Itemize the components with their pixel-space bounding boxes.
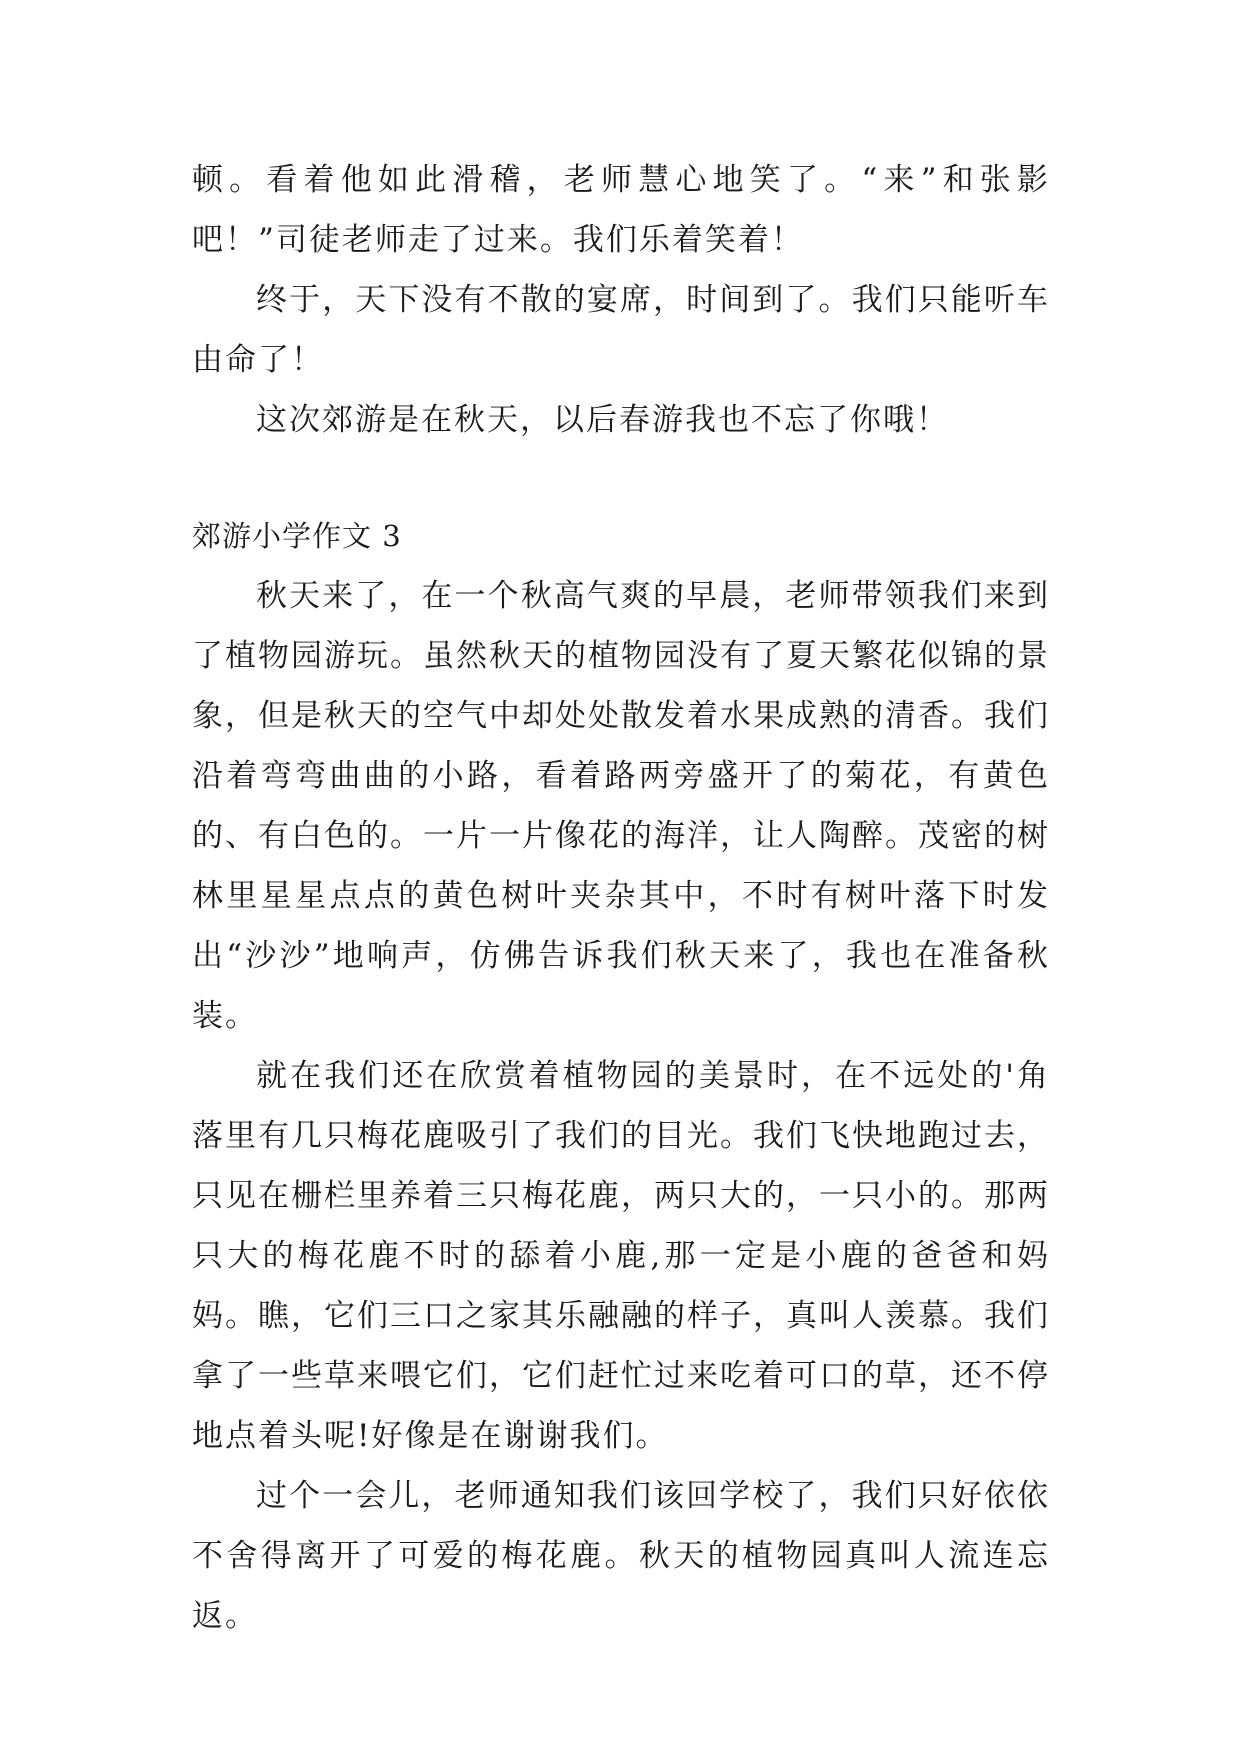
paragraph-sika-deer: 就在我们还在欣赏着植物园的美景时，在不远处的'角落里有几只梅花鹿吸引了我们的目光。我们飞快地跑过去，只见在栅栏里养着三只梅花鹿，两只大的，一只小的。那两只大的梅花鹿不时的舔着小鹿,那一定是小鹿的爸爸和妈妈。瞧，它们三口之家其乐融融的样子，真叫人羡慕。我们拿了一些草来喂它们，它们赶忙过来吃着可口的草，还不停地点着头呢!好像是在谢谢我们。: [192, 1058, 1050, 1454]
document-body: [192, 150, 1050, 1646]
paragraph-return: 过个一会儿，老师通知我们该回学校了，我们只好依依不舍得离开了可爱的梅花鹿。秋天的植物园真叫人流连忘返。: [192, 1478, 1050, 1634]
paragraph-continuation: 顿。看着他如此滑稽，老师慧心地笑了。“来”和张影吧！”司徒老师走了过来。我们乐着笑着！: [192, 162, 1050, 258]
section-title: 郊游小学作文 3: [192, 519, 402, 553]
paragraph-ending: 终于，天下没有不散的宴席，时间到了。我们只能听车由命了！: [192, 282, 1050, 378]
paragraph-autumn-garden: 秋天来了，在一个秋高气爽的早晨，老师带领我们来到了植物园游玩。虽然秋天的植物园没有了夏天繁花似锦的景象，但是秋天的空气中却处处散发着水果成熟的清香。我们沿着弯弯曲曲的小路，看着路两旁盛开了的菊花，有黄色的、有白色的。一片一片像花的海洋，让人陶醉。茂密的树林里星星点点的黄色树叶夹杂其中，不时有树叶落下时发出“沙沙”地响声，仿佛告诉我们秋天来了，我也在准备秋装。: [192, 578, 1050, 1034]
paragraph-closing: 这次郊游是在秋天，以后春游我也不忘了你哦！: [256, 402, 949, 438]
section-spacer: [192, 450, 1050, 506]
